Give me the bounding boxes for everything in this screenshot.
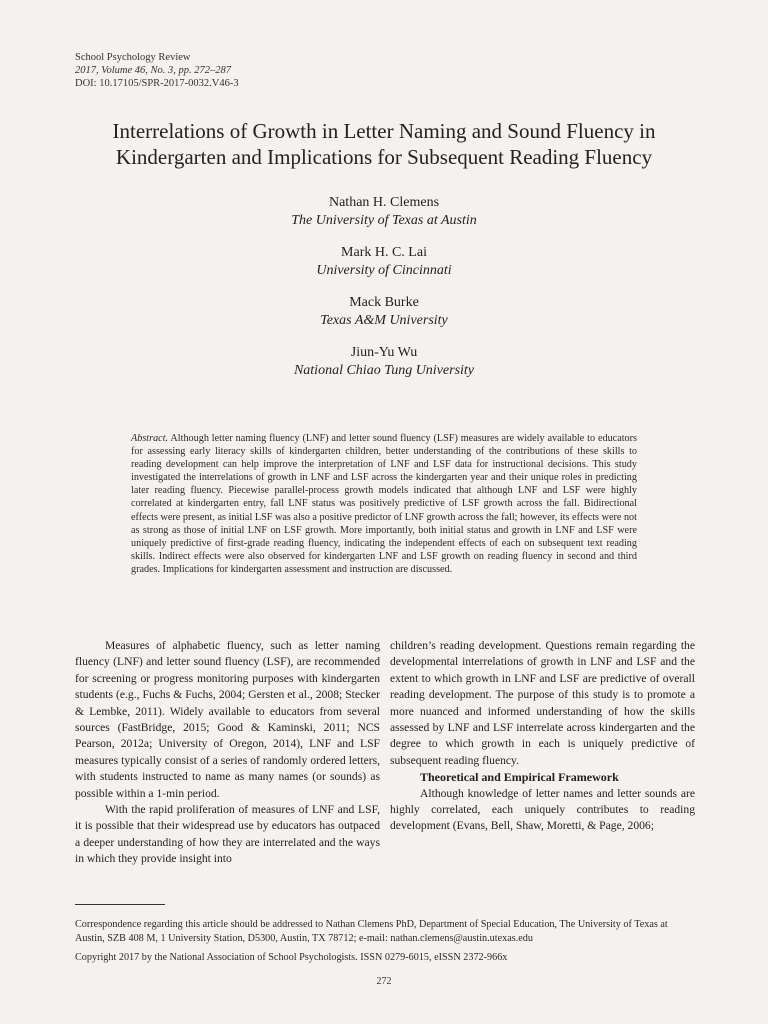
author-affiliation: The University of Texas at Austin [291,213,477,228]
journal-doi: DOI: 10.17105/SPR-2017-0032.V46-3 [75,78,239,89]
journal-volume: 2017, Volume 46, No. 3, pp. 272–287 [75,65,232,76]
body-paragraph: With the rapid proliferation of measures of LNF and LSF, it is possible that their widespread use by educators has outpaced a deeper understanding of how they are interrelated and the ways in which they provide insight into [75,803,380,866]
abstract [131,432,637,576]
author-affiliation: University of Cincinnati [316,263,452,278]
author-name: Jiun-Yu Wu [350,345,418,360]
author-affiliation: Texas A&M University [320,313,448,328]
author-block [134,194,634,230]
correspondence-footnote: Correspondence regarding this article should be addressed to Nathan Clemens PhD, Department of Special Education, The University of Texas at Austin, SZB 408 M, 1 University Station, D5300, Austin, TX 78712; e-mail: nathan.clemens@austin.utexas.edu [75,919,668,944]
journal-name: School Psychology Review [75,52,191,63]
article-title: Interrelations of Growth in Letter Naming and Sound Fluency in Kindergarten and Implications for Subsequent Reading Fluency [112,119,656,169]
abstract-text: Although letter naming fluency (LNF) and letter sound fluency (LSF) measures are widely available to educators for assessing early literacy skills of kindergarten children, better understanding of the contributions of these skills to reading development can help improve the interpretation of LNF and LSF data for instructional decisions. This study investigated the interrelations of growth in LNF and LSF across the kindergarten year and their unique roles in predicting later reading fluency. Piecewise parallel-process growth models indicated that although LNF and LSF were highly correlated at kindergarten entry, fall LNF status was positively predictive of LSF growth across the fall. Bidirectional effects were present, as initial LSF was also a positive predictor of LNF growth across the fall; however, its effects were not as strong as those of initial LNF on LSF growth. More importantly, both initial status and growth in LNF and LSF were uniquely predictive of first-grade reading fluency, indicating the independent effects of each on subsequent text reading skills. Indirect effects were also observed for kindergarten LNF and LSF growth on reading fluency in second and third grades. Implications for kindergarten assessment and instruction are discussed. [131,433,637,575]
author-name: Mark H. C. Lai [341,245,427,260]
author-list [134,194,634,394]
body-paragraph: Although knowledge of letter names and letter sounds are highly correlated, each uniquely contributes to reading development (Evans, Bell, Shaw, Moretti, & Page, 2006; [390,786,695,833]
copyright-line: Copyright 2017 by the National Association of School Psychologists. ISSN 0279-6015, eISSN 2372-966x [75,952,508,963]
footnote-divider [75,904,165,905]
page-number: 272 [376,976,392,987]
author-block [134,244,634,280]
body-column-left [75,638,380,868]
section-heading: Theoretical and Empirical Framework [420,770,619,785]
author-block [134,294,634,330]
journal-header [75,51,239,90]
body-paragraph: children’s reading development. Questions remain regarding the developmental interrelations of growth in LNF and LSF and the extent to which growth in LNF and LSF are predictive of overall reading development. The purpose of this study is to promote a more nuanced and informed understanding of how the skills assessed by LNF and LSF interrelate across kindergarten and the degree to which growth in each is uniquely predictive of subsequent reading fluency. [390,639,695,767]
author-name: Nathan H. Clemens [328,195,440,210]
author-block [134,344,634,380]
abstract-label: Abstract. [131,433,169,444]
author-affiliation: National Chiao Tung University [293,363,475,378]
body-paragraph: Measures of alphabetic fluency, such as letter naming fluency (LNF) and letter sound fluency (LSF), are recommended for screening or progress monitoring purposes with kindergarten students (e.g., Fuchs & Fuchs, 2004; Gersten et al., 2008; Stecker & Lembke, 2011). Widely available to educators from several sources (FastBridge, 2015; Good & Kaminski, 2011; NCS Pearson, 2012a; University of Oregon, 2014), LNF and LSF measures typically consist of a series of randomly ordered letters, with students instructed to name as many names (or sounds) as possible within a 1-min period. [75,639,380,800]
body-column-right [390,638,695,835]
author-name: Mack Burke [349,295,419,310]
